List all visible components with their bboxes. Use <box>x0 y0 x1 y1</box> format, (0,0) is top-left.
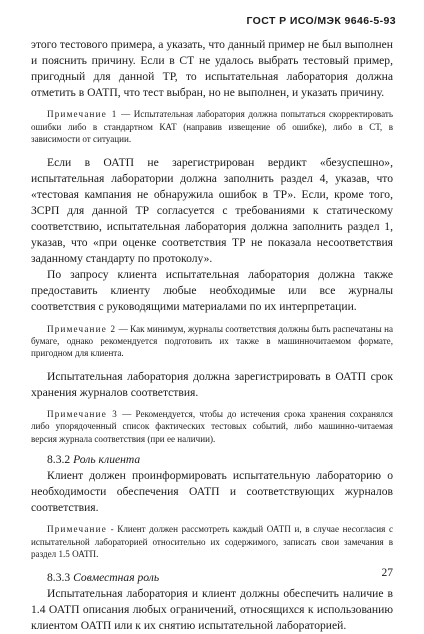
note-2-label: Примечание 2 <box>47 323 117 334</box>
section-heading-8-3-3 <box>31 570 393 586</box>
section-8-3-2-number: 8.3.2 <box>47 453 71 467</box>
paragraph-verdict: Если в ОАТП не зарегистрирован вердикт «безуспешно», испытательная лаборатории должна заполнить раздел 4, указав, что «тестовая кампания не обнаружила ошибок в ТР». Если, кроме того, ЗСРП для данной ТР согласуется с требованиями к статическому соответствию, испытательная лаборатория должна заполнить раздел 1, указав, что «при оценке соответствия ТР не показала несоответствия заданному стандарту по протоколу». <box>31 155 393 266</box>
note-3-text: — Рекомендуется, чтобы до истечения срока хранения сохранялся либо упорядоченный список фактических тестовых событий, либо машинно-читаемая версия журнала соответствия (при ее наличии). <box>31 408 393 444</box>
section-8-3-2-title: Роль клиента <box>73 453 141 467</box>
page-number: 27 <box>381 567 393 579</box>
note-2-text: — Как минимум, журналы соответствия должны быть распечатаны на бумаге, однако рекомендуется подготовить их также в машинночитаемом формате, пригодном для клиента. <box>31 323 393 359</box>
section-8-3-3-number: 8.3.3 <box>47 570 71 584</box>
paragraph-retention: Испытательная лаборатория должна зарегистрировать в ОАТП срок хранения журналов соответствия. <box>31 369 393 399</box>
note-3-label: Примечание 3 <box>47 408 119 419</box>
paragraph-joint-role: Испытательная лаборатория и клиент должны обеспечить наличие в 1.4 ОАТП описания любых ограничений, относящихся к использованию клиентом ОАТП или к их снятию испытательной лабораторией. <box>31 586 393 632</box>
section-8-3-3-title: Совместная роль <box>73 570 160 584</box>
note-2 <box>31 323 393 360</box>
note-4-label: Примечание <box>47 524 107 535</box>
paragraph-client-request: По запросу клиента испытательная лаборатория должна также предоставить клиенту любые необходимые или все журналы соответствия с руководящими материалами по их интерпретации. <box>31 268 393 314</box>
note-1 <box>31 108 393 145</box>
paragraph-client-role: Клиент должен проинформировать испытательную лабораторию о необходимости обеспечения ОАТП и соответствующих журналов соответствия. <box>31 469 393 515</box>
note-4 <box>31 523 393 560</box>
note-1-label: Примечание 1 <box>47 109 118 120</box>
page-content <box>31 37 393 634</box>
paragraph-test-example: этого тестового примера, а указать, что данный пример не был выполнен и пояснить причину. Если в СТ не удалось выбрать тестовый пример, пригодный для данной ТР, то испытательная лаборатория должна отметить в ОАТП, что тест выбран, но не выполнен, и указать причину. <box>31 38 393 100</box>
note-3 <box>31 408 393 445</box>
note-4-text: - Клиент должен рассмотреть каждый ОАТП и, в случае несогласия с испытательной лабораторией относительно их содержимого, записать свои замечания в раздел 1.5 ОАТП. <box>31 524 393 560</box>
note-1-text: — Испытательная лаборатория должна попытаться скорректировать ошибки либо в стандартном КАТ (направив извещение об ошибке), либо в СТ, в зависимости от ситуации. <box>31 109 393 145</box>
standard-header: ГОСТ Р ИСО/МЭК 9646-5-93 <box>246 15 396 27</box>
section-heading-8-3-2 <box>31 452 393 468</box>
